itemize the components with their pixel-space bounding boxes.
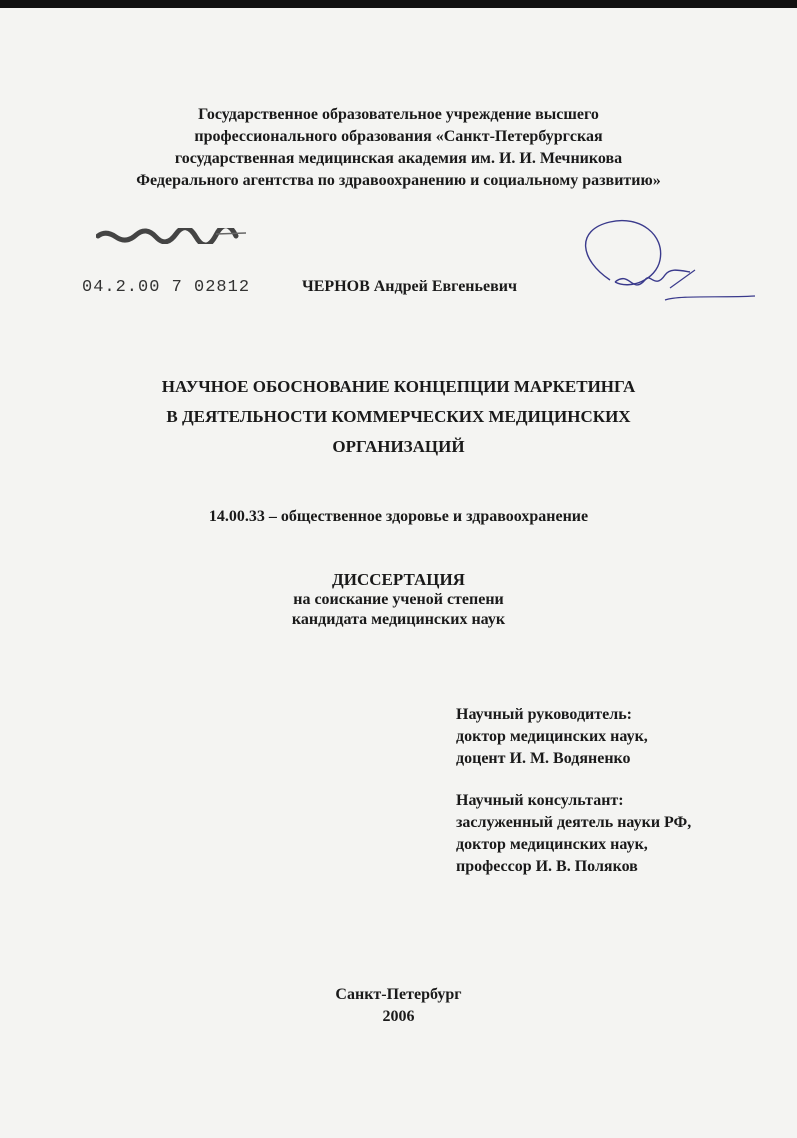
institution-line: Государственное образовательное учреждение высшего [198, 106, 599, 123]
institution-line: Федерального агентства по здравоохранению и социальному развитию» [136, 172, 661, 189]
supervisor-degree: доктор медицинских наук, [456, 728, 648, 745]
consultant [456, 790, 691, 878]
dissertation-type [0, 570, 797, 630]
city: Санкт-Петербург [335, 986, 462, 1003]
title-line: ОРГАНИЗАЦИЙ [332, 437, 465, 456]
year: 2006 [382, 1008, 415, 1025]
dissertation-line: на соискание ученой степени [293, 591, 504, 608]
footer [0, 984, 797, 1028]
dissertation-title [0, 372, 797, 462]
signature [570, 210, 760, 320]
consultant-title: заслуженный деятель науки РФ, [456, 814, 692, 831]
dissertation-heading: ДИССЕРТАЦИЯ [332, 570, 465, 589]
scan-edge [0, 0, 797, 8]
institution-line: государственная медицинская академия им. И. И. Мечникова [174, 150, 623, 167]
dissertation-line: кандидата медицинских наук [291, 611, 506, 628]
supervisor-role: Научный руководитель: [456, 706, 632, 723]
advisors [456, 704, 691, 898]
consultant-name: профессор И. В. Поляков [456, 858, 638, 875]
supervisor [456, 704, 691, 770]
institution-line: профессионального образования «Санкт-Петербургская [194, 128, 603, 145]
supervisor-name: доцент И. М. Водяненко [456, 750, 631, 767]
consultant-role: Научный консультант: [456, 792, 624, 809]
inventory-number: 04.2.00 7 02812 [82, 278, 251, 297]
title-line: В ДЕЯТЕЛЬНОСТИ КОММЕРЧЕСКИХ МЕДИЦИНСКИХ [166, 407, 631, 426]
institution-header [0, 104, 797, 192]
title-line: НАУЧНОЕ ОБОСНОВАНИЕ КОНЦЕПЦИИ МАРКЕТИНГА [161, 377, 636, 396]
specialty: 14.00.33 – общественное здоровье и здравоохранение [208, 508, 589, 525]
library-stamp [96, 228, 246, 244]
consultant-degree: доктор медицинских наук, [456, 836, 648, 853]
author-name: ЧЕРНОВ Андрей Евгеньевич [302, 278, 517, 295]
